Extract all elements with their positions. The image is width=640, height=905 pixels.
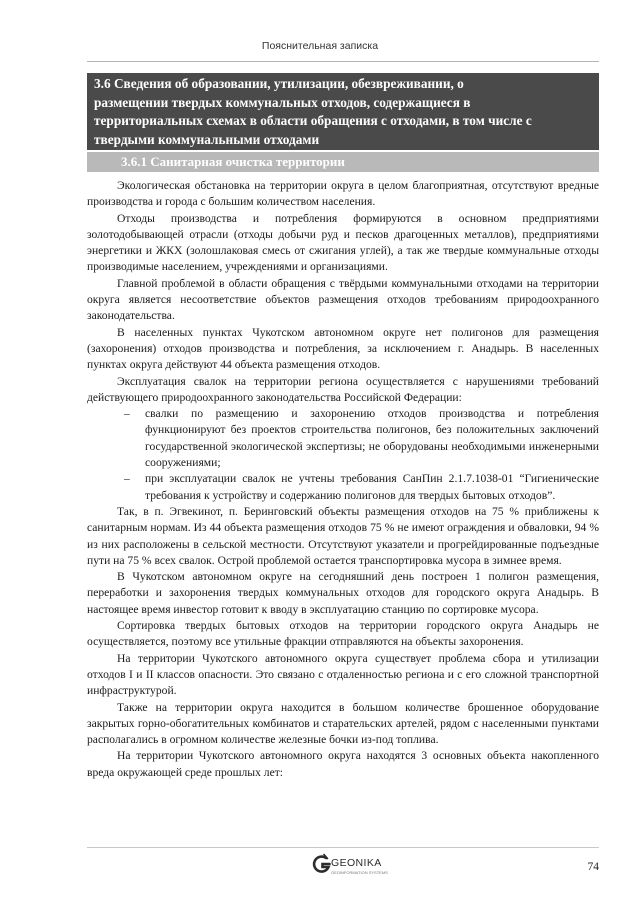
paragraph: На территории Чукотского автономного округа существует проблема сбора и утилизации отходов I и II классов опасности. Это связано с отдаленностью региона и с его сложной транспортной инфраструктурой. (87, 651, 599, 698)
paragraph: В Чукотском автономном округе на сегодняшний день построен 1 полигон размещения, переработки и захоронения твердых коммунальных отходов для городского округа Анадырь. В настоящее время инвестор готовит к вводу в эксплуатацию станцию по сортировке мусора. (87, 570, 599, 616)
logo-tagline: GEOINFORMATION SYSTEMS (331, 870, 388, 875)
paragraph: Также на территории округа находится в большом количестве брошенное оборудование закрытых горно-обогатительных комбинатов и старательских артелей, рядом с населенными пунктами располагались в огромном количестве железные бочки из-под топлива. (87, 700, 599, 747)
list-item: – при эксплуатации свалок не учтены требования СанПин 2.1.7.1038-01 “Гигиенические требования к устройству и содержанию полигонов для твердых бытовых отходов”. (124, 471, 599, 504)
document-body (87, 178, 599, 781)
section-heading-line: твердыми коммунальными отходами (94, 131, 320, 147)
paragraph: Эксплуатация свалок на территории региона осуществляется с нарушениями требований действующего природоохранного законодательства Российской Федерации: (87, 374, 599, 404)
paragraph: На территории Чукотского автономного округа находятся 3 основных объекта накопленного вреда окружающей среде прошлых лет: (87, 749, 599, 779)
footer-divider (87, 847, 599, 848)
section-heading-line: размещении твердых коммунальных отходов, содержащиеся в (94, 94, 471, 110)
paragraph: Сортировка твердых бытовых отходов на территории городского округа Анадырь не осуществляется, поэтому все утильные фракции отправляются на объекты захоронения. (87, 619, 599, 649)
paragraph: В населенных пунктах Чукотском автономном округе нет полигонов для размещения (захоронения) отходов производства и потребления, за исключением г. Анадырь. В населенных пунктах округа действуют 44 объекта размещения отходов. (87, 325, 599, 372)
violations-list (87, 406, 599, 504)
paragraph: Главной проблемой в области обращения с твёрдыми коммунальными отходами на территории округа является несоответствие объектов размещения отходов требованиям природоохранного законодательства. (87, 276, 599, 323)
company-logo (312, 853, 392, 879)
paragraph: Экологическая обстановка на территории округа в целом благоприятная, отсутствуют вредные производства и города с большим количеством населения. (87, 179, 599, 209)
page-number: 74 (587, 861, 599, 873)
paragraph: Отходы производства и потребления формируются в основном предприятиями золотодобывающей отрасли (отходы добычи руд и песков драгоценных металлов), предприятиями энергетики и ЖКХ (золошлаковая смесь от сжигания углей), а так же твердые коммунальные отходы производимые населением, учреждениями и организациями. (87, 211, 599, 274)
logo-wordmark: GEONIKA (331, 857, 382, 869)
section-heading (87, 73, 599, 150)
subsection-heading: 3.6.1 Санитарная очистка территории (87, 152, 599, 172)
paragraph: Так, в п. Эгвекинот, п. Беринговский объекты размещения отходов на 75 % приближены к санитарным нормам. Из 44 объекта размещения отходов 75 % не имеют ограждения и обваловки, 94 % из них расположены в сельской местности. Отсутствуют указатели и прогрейдированные подъездные пути на 75 % всех свалок. Острой проблемой остается транспортировка мусора в зимнее время. (87, 504, 599, 567)
header-divider (87, 61, 599, 62)
geonika-logo-icon (312, 853, 332, 877)
running-header: Пояснительная записка (261, 40, 379, 52)
section-heading-line: территориальных схемах в области обращения с отходами, в том числе с (94, 113, 532, 128)
list-item: – свалки по размещению и захоронению отходов производства и потребления функционируют без проектов строительства полигонов, без положительных заключений государственной экологической экспертизы; не оборудованы необходимыми инженерными сооружениями; (124, 406, 599, 471)
section-heading-line: 3.6 Сведения об образовании, утилизации, обезвреживании, о (94, 76, 464, 91)
